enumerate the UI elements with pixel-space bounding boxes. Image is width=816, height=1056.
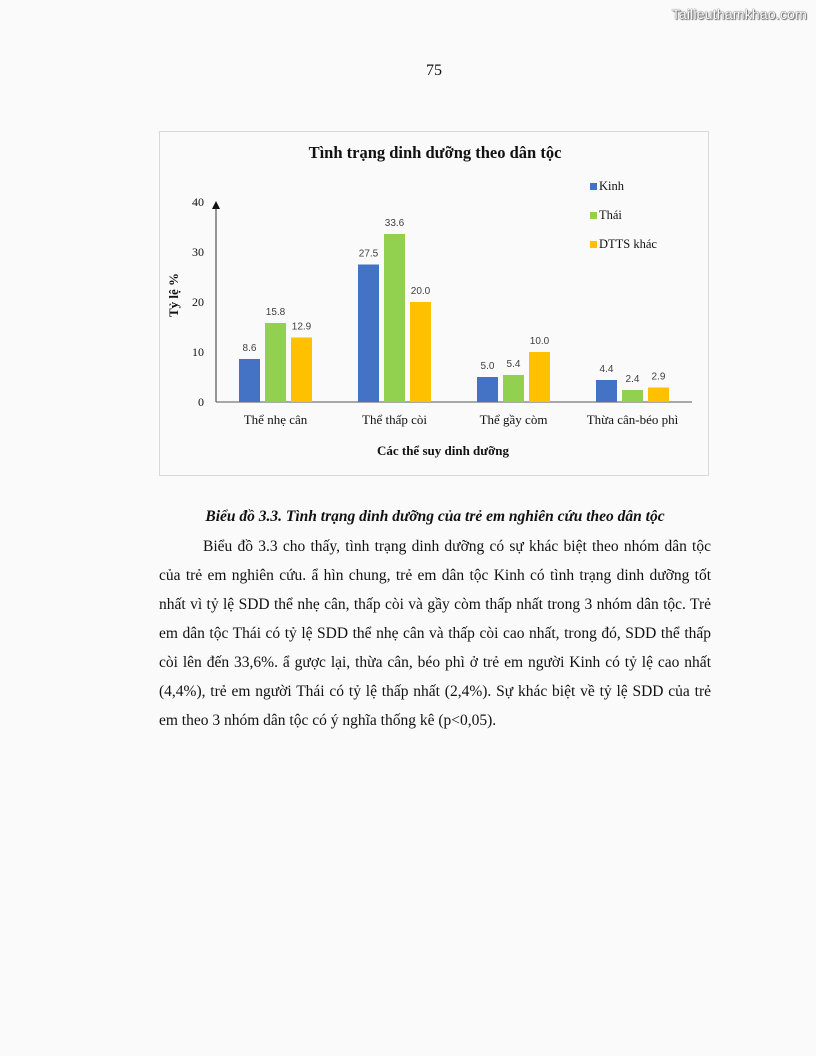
data-label: 8.6 bbox=[242, 343, 257, 354]
bar-thái bbox=[384, 234, 405, 402]
data-label: 27.5 bbox=[358, 248, 379, 260]
data-label: 10.0 bbox=[529, 336, 550, 347]
bar-thái bbox=[622, 390, 643, 402]
data-label: 33.6 bbox=[384, 218, 405, 229]
data-label: 15.8 bbox=[265, 307, 286, 318]
legend-label: Thái bbox=[599, 208, 622, 222]
bar-dtts-khác bbox=[648, 388, 669, 403]
y-tick-label: 40 bbox=[192, 195, 204, 209]
legend-label: Kinh bbox=[599, 179, 624, 193]
data-label: 2.4 bbox=[625, 374, 640, 385]
data-label: 2.9 bbox=[651, 371, 666, 383]
chart-frame bbox=[159, 131, 709, 476]
bar-thái bbox=[265, 323, 286, 402]
legend-swatch bbox=[590, 212, 597, 219]
y-axis-label: Tỷ lệ % bbox=[166, 272, 181, 318]
bar-kinh bbox=[239, 359, 260, 402]
bar-dtts-khác bbox=[291, 338, 312, 403]
y-tick-label: 0 bbox=[198, 395, 204, 409]
watermark: Tailieuthamkhao.com bbox=[671, 6, 807, 22]
x-tick-label: Thể nhẹ cân bbox=[243, 412, 308, 427]
x-tick-label: Thể thấp còi bbox=[362, 412, 427, 427]
y-axis-arrow bbox=[212, 201, 220, 209]
x-axis-label: Các thể suy dinh dưỡng bbox=[376, 443, 510, 458]
x-tick-label: Thừa cân-béo phì bbox=[586, 412, 679, 427]
legend-label: DTTS khác bbox=[599, 237, 657, 251]
legend-swatch bbox=[590, 241, 597, 248]
page-number: 75 bbox=[426, 62, 442, 79]
data-label: 5.4 bbox=[506, 359, 521, 370]
body-paragraph: Biểu đồ 3.3 cho thấy, tình trạng dinh dưỡng có sự khác biệt theo nhóm dân tộc của trẻ em nghiên cứu. ẩ hìn chung, trẻ em dân tộc Kinh có tình trạng dinh dưỡng tốt nhất vì tỷ lệ SDD thể nhẹ cân, thấp còi và gầy còm thấp nhất trong 3 nhóm dân tộc. Trẻ em dân tộc Thái có tỷ lệ SDD thể nhẹ cân và thấp còi cao nhất, trong đó, SDD thể thấp còi lên đến 33,6%. ẩ gược lại, thừa cân, béo phì ở trẻ em người Kinh có tỷ lệ cao nhất (4,4%), trẻ em người Thái có tỷ lệ thấp nhất (2,4%). Sự khác biệt về tỷ lệ SDD của trẻ em theo 3 nhóm dân tộc có ý nghĩa thống kê (p<0,05). bbox=[159, 538, 711, 729]
data-label: 5.0 bbox=[480, 361, 495, 372]
legend-swatch bbox=[590, 183, 597, 190]
bar-thái bbox=[503, 375, 524, 402]
bar-chart bbox=[160, 132, 708, 475]
data-label: 20.0 bbox=[410, 286, 431, 297]
data-label: 4.4 bbox=[599, 364, 614, 375]
y-tick-label: 30 bbox=[192, 245, 204, 259]
bar-kinh bbox=[596, 380, 617, 402]
figure-caption: Biểu đồ 3.3. Tình trạng dinh dưỡng của trẻ em nghiên cứu theo dân tộc bbox=[205, 508, 665, 525]
x-tick-label: Thể gầy còm bbox=[479, 412, 548, 427]
y-tick-label: 20 bbox=[192, 295, 204, 309]
bar-kinh bbox=[477, 377, 498, 402]
data-label: 12.9 bbox=[291, 321, 312, 333]
y-tick-label: 10 bbox=[192, 345, 204, 359]
chart-title: Tình trạng dinh dưỡng theo dân tộc bbox=[308, 143, 562, 162]
bar-dtts-khác bbox=[529, 352, 550, 402]
bar-kinh bbox=[358, 265, 379, 403]
bar-dtts-khác bbox=[410, 302, 431, 402]
